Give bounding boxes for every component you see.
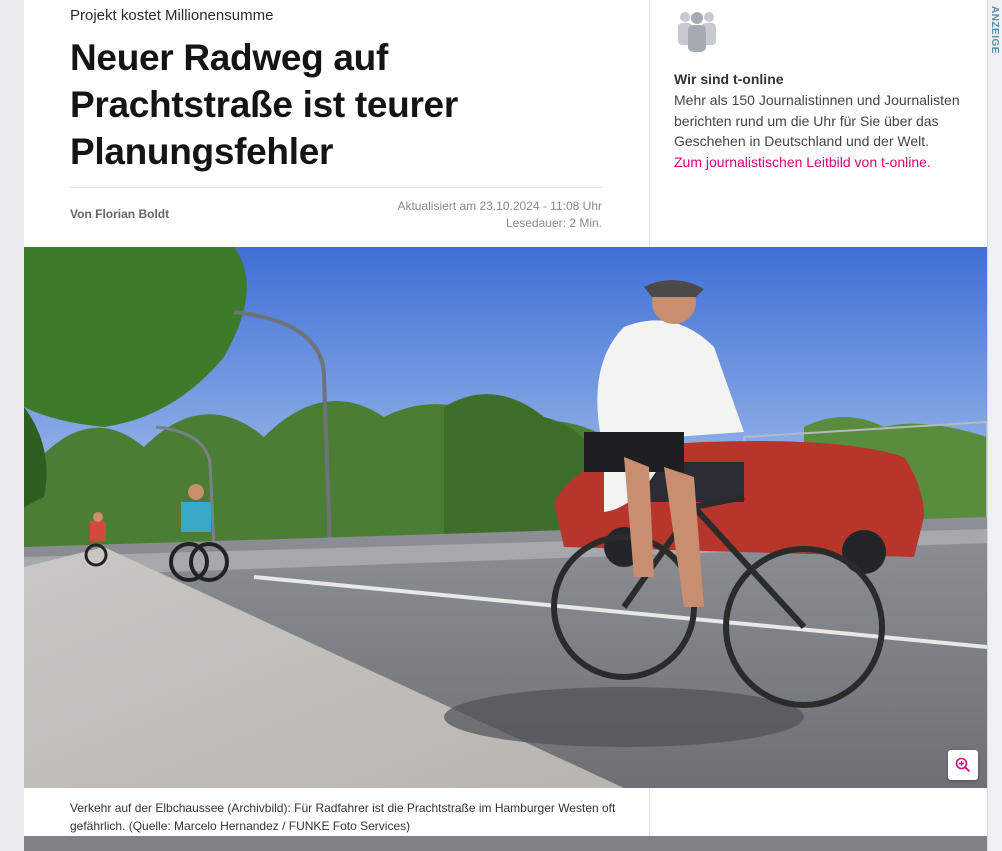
about-title: Wir sind t-online	[674, 71, 784, 87]
cyclists-photo	[24, 247, 987, 788]
about-text-block	[674, 90, 964, 172]
group-people-icon	[674, 8, 720, 54]
ad-label: ANZEIGE	[989, 6, 1000, 54]
article-headline: Neuer Radweg auf Prachtstraße ist teurer Planungsfehler	[70, 37, 458, 172]
article-author[interactable]: Von Florian Boldt	[70, 207, 170, 221]
zoom-button[interactable]	[948, 750, 978, 780]
mission-statement-link[interactable]: Zum journalistischen Leitbild von t-online.	[674, 153, 931, 170]
reading-time: Lesedauer: 2 Min.	[505, 216, 602, 230]
column-divider	[649, 0, 650, 247]
updated-timestamp: Aktualisiert am 23.10.2024 - 11:08 Uhr	[397, 199, 602, 213]
header-divider	[70, 187, 602, 188]
article-kicker: Projekt kostet Millionensumme	[70, 7, 274, 24]
article-meta	[397, 198, 602, 232]
about-box	[674, 0, 974, 247]
article-header	[24, 0, 649, 247]
hero-image[interactable]	[24, 247, 987, 788]
zoom-in-icon	[955, 757, 971, 773]
bottom-scroll-bar	[24, 836, 987, 851]
image-caption: Verkehr auf der Elbchaussee (Archivbild): Für Radfahrer ist die Prachtstraße im Hamburger Westen oft gefährlich. (Quelle: Marcelo Hernandez / FUNKE Foto Services)	[70, 801, 616, 833]
ad-sidebar[interactable]	[987, 0, 1002, 851]
article-page	[24, 0, 987, 836]
about-description: Mehr als 150 Journalistinnen und Journalisten berichten rund um die Uhr für Sie über das Geschehen in Deutschland und der Welt.	[674, 92, 960, 149]
column-divider-lower	[649, 788, 650, 836]
